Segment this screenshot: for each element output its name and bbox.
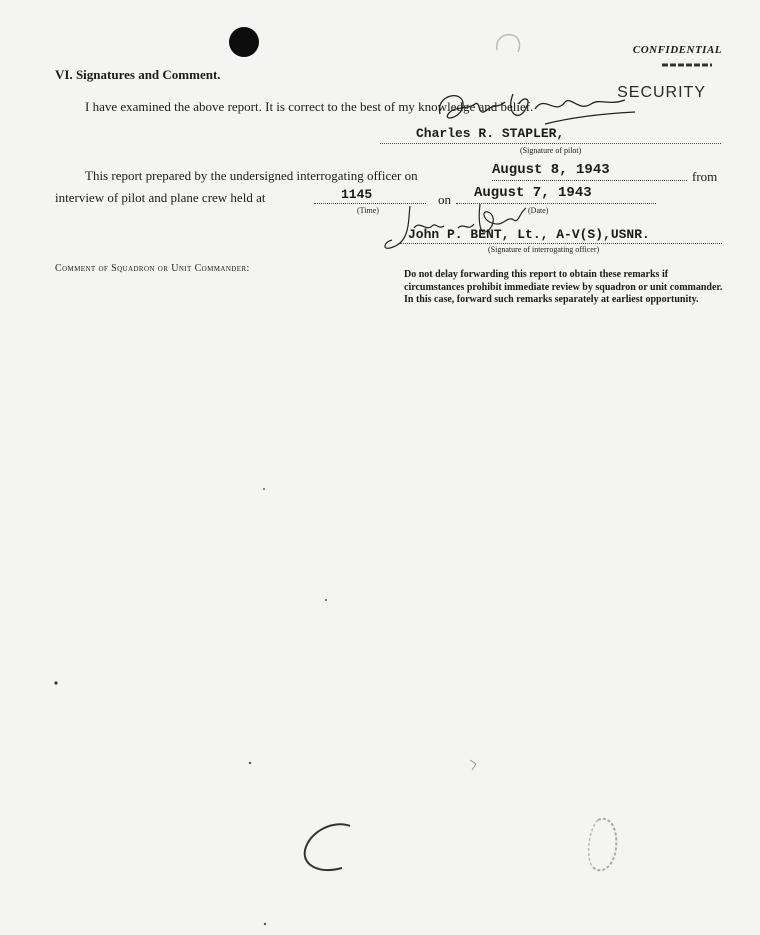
officer-typed-name: John P. BENT, Lt., A-V(S),USNR. (408, 227, 650, 242)
from-word: from (692, 169, 718, 184)
report-date: August 8, 1943 (492, 162, 610, 178)
interview-time: 1145 (341, 187, 373, 202)
interview-text: interview of pilot and plane crew held at (55, 190, 266, 205)
date-caption: (Date) (528, 206, 549, 215)
on-word: on (438, 192, 451, 207)
officer-signature-caption: (Signature of interrogating officer) (488, 245, 600, 254)
interview-date: August 7, 1943 (474, 185, 592, 201)
security-stamp: SECURITY (617, 84, 706, 101)
certification-text: I have examined the above report. It is correct to the best of my knowledge and belief. (85, 99, 534, 114)
preparation-text: This report prepared by the undersigned interrogating officer on (85, 168, 418, 183)
commander-comment-label: Comment of Squadron or Unit Commander: (55, 263, 250, 274)
pilot-signature-caption: (Signature of pilot) (520, 146, 582, 155)
time-caption: (Time) (357, 206, 379, 215)
pilot-typed-name: Charles R. STAPLER, (416, 126, 565, 141)
forwarding-note: Do not delay forwarding this report to obtain these remarks if circumstances prohibit immediate review by squadron or unit commander. In this case, forward such remarks separately at earliest opportunity. (404, 269, 723, 305)
classification-marking: CONFIDENTIAL (632, 44, 722, 56)
section-title: VI. Signatures and Comment. (55, 67, 221, 82)
